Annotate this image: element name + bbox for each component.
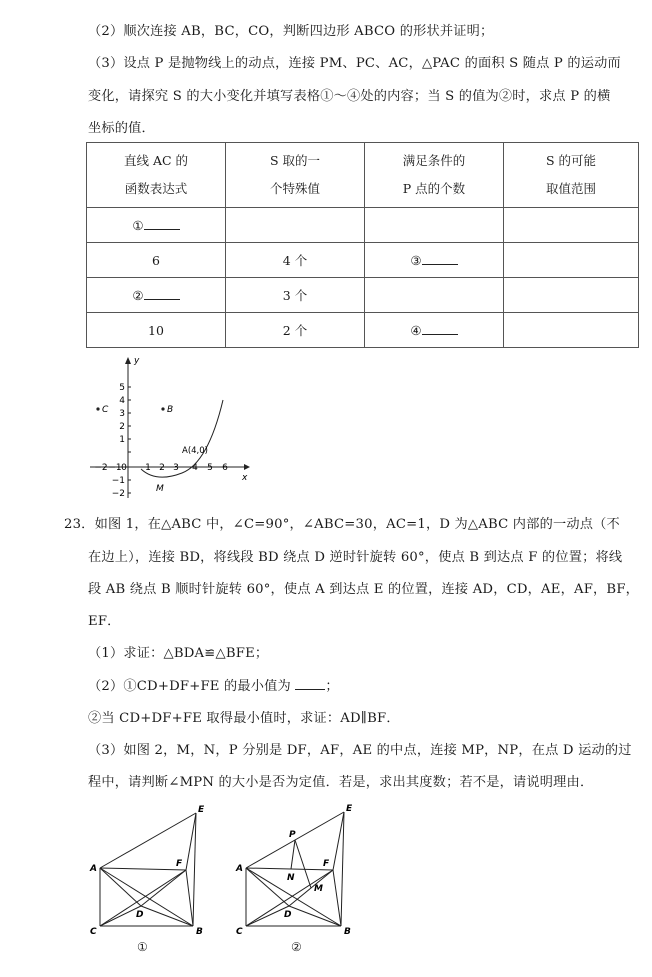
- label-d: D: [284, 910, 292, 920]
- point-a-label: A(4,0): [182, 446, 208, 456]
- table-cell: 6: [87, 243, 226, 278]
- answer-blank: [422, 322, 458, 335]
- header-cell: 满足条件的 P 点的个数: [365, 143, 504, 208]
- svg-text:−1: −1: [108, 463, 122, 473]
- table-cell: [504, 243, 639, 278]
- y-tick-labels: [112, 383, 126, 499]
- svg-text:2: 2: [159, 463, 165, 473]
- q23-line4: EF．: [88, 614, 121, 629]
- q23-line1: 23．如图 1，在△ABC 中，∠C=90°，∠ABC=30，AC=1，D 为△ABC 内部的一动点（不: [64, 517, 620, 532]
- point-c-label: C: [102, 405, 109, 415]
- figure-2-caption: ②: [291, 940, 302, 954]
- q23-part3-line2: 程中，请判断∠MPN 的大小是否为定值．若是，求出其度数；若不是，请说明理由．: [88, 775, 594, 790]
- q23-part3-line1: （3）如图 2，M，N，P 分别是 DF，AF，AE 的中点，连接 MP，NP，在点 D 运动的过: [88, 743, 632, 758]
- q23-line2: 在边上），连接 BD，将线段 BD 绕点 D 逆时针旋转 60°，使点 B 到达点 F 的位置；将线: [88, 550, 623, 565]
- table-row: [87, 243, 639, 278]
- svg-text:6: 6: [222, 463, 228, 473]
- label-d: D: [136, 910, 144, 920]
- table-row: [87, 278, 639, 313]
- svg-text:1: 1: [119, 435, 125, 445]
- table-cell: [504, 313, 639, 348]
- parabola-graph: [84, 352, 254, 502]
- label-a: A: [236, 864, 243, 874]
- label-m: M: [314, 884, 323, 894]
- table-cell: [365, 208, 504, 243]
- table-cell: 4 个: [226, 243, 365, 278]
- table-cell: [504, 278, 639, 313]
- point-b-dot: [161, 407, 164, 410]
- table-cell: ④: [365, 313, 504, 348]
- svg-text:3: 3: [119, 409, 125, 419]
- q22-part3-line3: 坐标的值．: [88, 121, 155, 136]
- answer-blank: [422, 252, 458, 265]
- table-cell: [226, 208, 365, 243]
- y-axis-label: y: [134, 356, 140, 366]
- q23-part1: （1）求证：△BDA≌△BFE；: [88, 646, 269, 661]
- label-p: P: [289, 830, 296, 840]
- label-c: C: [236, 927, 243, 937]
- label-e: E: [346, 804, 353, 814]
- label-e: E: [198, 805, 205, 815]
- table-cell: ③: [365, 243, 504, 278]
- answer-blank: [144, 287, 180, 300]
- svg-text:−2: −2: [111, 489, 125, 499]
- svg-text:2: 2: [119, 422, 125, 432]
- q22-part2: （2）顺次连接 AB，BC，CO，判断四边形 ABCO 的形状并证明；: [88, 24, 494, 39]
- header-cell: 直线 AC 的 函数表达式: [87, 143, 226, 208]
- label-a: A: [90, 864, 97, 874]
- table-row: [87, 313, 639, 348]
- label-f: F: [176, 859, 183, 869]
- x-tick-labels: [94, 463, 228, 473]
- table-cell: [365, 278, 504, 313]
- q22-part3-line2: 变化，请探究 S 的大小变化并填写表格①～④处的内容；当 S 的值为②时，求点 P 的横: [88, 89, 611, 104]
- svg-text:4: 4: [192, 463, 198, 473]
- table-cell: 10: [87, 313, 226, 348]
- svg-text:−1: −1: [111, 476, 125, 486]
- label-b: B: [196, 927, 203, 937]
- label-b: B: [344, 927, 351, 937]
- x-axis-label: x: [242, 473, 248, 483]
- table-cell: 2 个: [226, 313, 365, 348]
- table-cell: ①: [87, 208, 226, 243]
- q23-part2b: ②当 CD+DF+FE 取得最小值时，求证：AD∥BF．: [88, 711, 400, 726]
- header-cell: S 取的一 个特殊值: [226, 143, 365, 208]
- label-f: F: [323, 859, 330, 869]
- answer-blank: [295, 677, 325, 690]
- svg-text:1: 1: [145, 463, 151, 473]
- figure-2: [232, 800, 362, 940]
- table-cell: [504, 208, 639, 243]
- label-c: C: [90, 927, 97, 937]
- svg-text:4: 4: [119, 396, 125, 406]
- svg-text:3: 3: [173, 463, 179, 473]
- point-m-label: M: [156, 484, 164, 494]
- s-value-table: [86, 142, 639, 348]
- table-header-row: [87, 143, 639, 208]
- answer-blank: [144, 217, 180, 230]
- figure-1: [86, 800, 216, 940]
- point-c-dot: [96, 407, 99, 410]
- figure-1-caption: ①: [137, 940, 148, 954]
- svg-text:−2: −2: [94, 463, 108, 473]
- svg-text:5: 5: [207, 463, 213, 473]
- q23-part2a: （2）①CD+DF+FE 的最小值为 ；: [88, 679, 339, 694]
- svg-text:5: 5: [119, 383, 125, 393]
- table-row: [87, 208, 639, 243]
- label-n: N: [287, 873, 295, 883]
- header-cell: S 的可能 取值范围: [504, 143, 639, 208]
- table-cell: 3 个: [226, 278, 365, 313]
- svg-text:0: 0: [121, 463, 127, 473]
- q23-line3: 段 AB 绕点 B 顺时针旋转 60°，使点 A 到达点 E 的位置，连接 AD，CD，AE，AF，BF，: [88, 582, 640, 597]
- point-b-label: B: [167, 405, 174, 415]
- q22-part3-line1: （3）设点 P 是抛物线上的动点，连接 PM、PC、AC，△PAC 的面积 S 随点 P 的运动而: [88, 56, 621, 71]
- table-cell: ②: [87, 278, 226, 313]
